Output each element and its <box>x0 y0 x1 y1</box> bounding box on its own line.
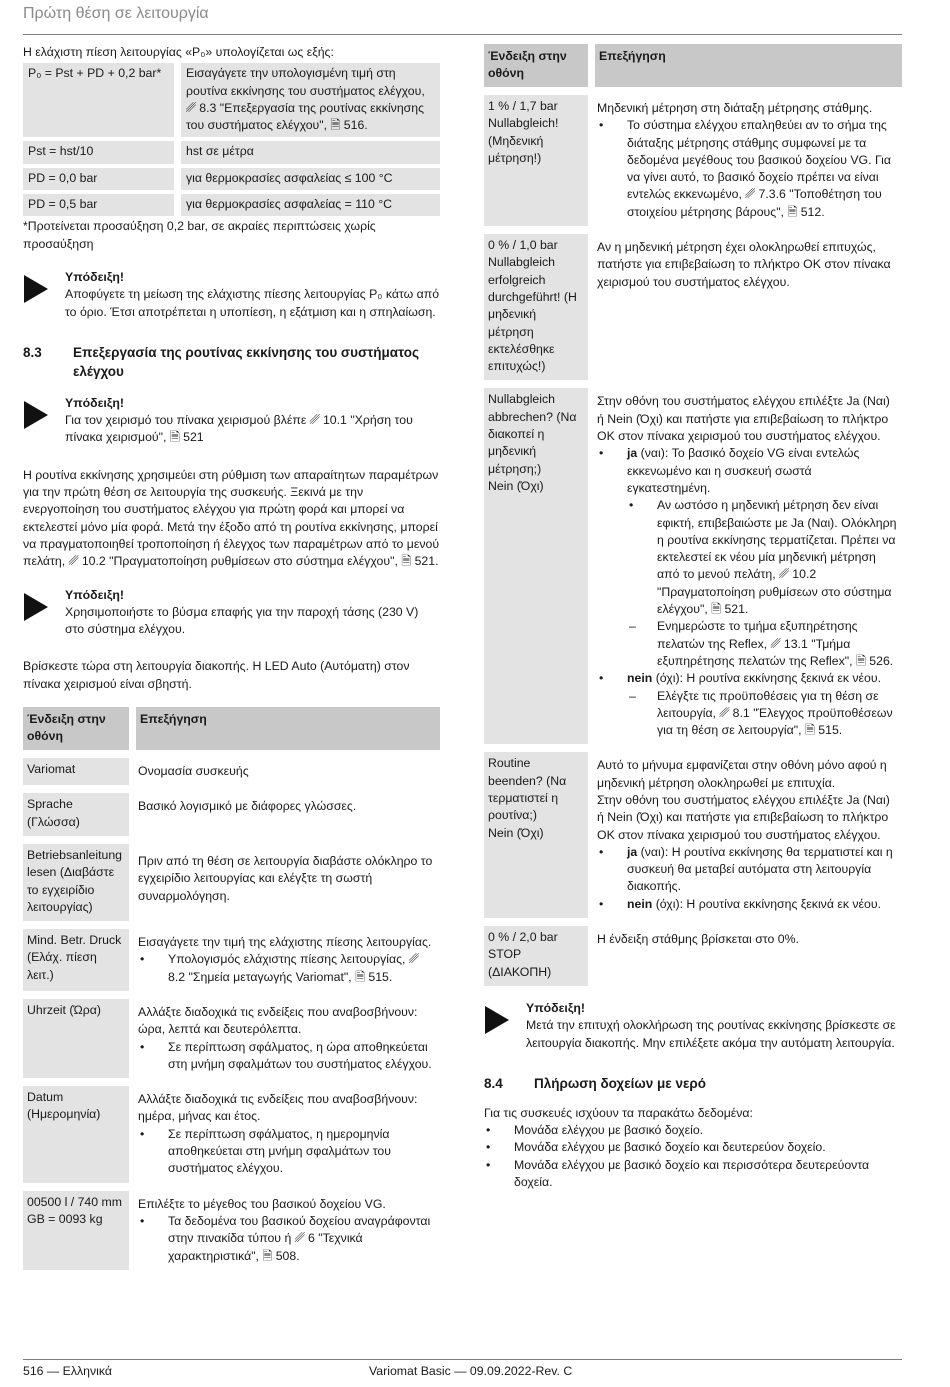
table-header-row <box>484 44 902 95</box>
list-item: • Μονάδα ελέγχου με βασικό δοχείο και δευτερεύον δοχείο. <box>484 1139 902 1156</box>
explanation-cell: Αν η μηδενική μέτρηση έχει ολοκληρωθεί επιτυχώς, πατήστε για επιβεβαίωση το πλήκτρο OK στον πίνακα χειρισμού του συστήματος ελέγχου. <box>595 234 902 388</box>
option-key: ja <box>627 446 638 461</box>
explanation-text: Πριν από τη θέση σε λειτουργία διαβάστε ολόκληρο το εγχειρίδιο λειτουργίας και ελέγξτε τη σωστή συναρμολόγηση. <box>138 853 433 903</box>
left-column <box>23 44 440 1278</box>
column-header: Επεξήγηση <box>136 707 440 758</box>
display-table <box>484 44 902 994</box>
formula-cell: P₀ = Pst + PD + 0,2 bar* <box>23 63 181 141</box>
table-row <box>23 758 440 793</box>
bullet-list <box>138 1039 436 1074</box>
paragraph: Για τις συσκευές ισχύουν τα παρακάτω δεδομένα: <box>484 1105 753 1120</box>
display-cell: Variomat <box>23 758 136 793</box>
dash-list <box>627 688 898 740</box>
display-cell <box>484 388 595 752</box>
note-title: Υπόδειξη! <box>526 1000 585 1015</box>
note-text: Χρησιμοποιήστε το βύσμα επαφής για την παροχή τάσης (230 V) στο σύστημα ελέγχου. <box>65 604 419 637</box>
note-title: Υπόδειξη! <box>65 587 124 602</box>
list-item: • Μονάδα ελέγχου με βασικό δοχείο. <box>484 1122 902 1139</box>
formula-intro: Η ελάχιστη πίεση λειτουργίας «P₀» υπολογίζεται ως εξής: <box>23 45 334 59</box>
list-item: • Υπολογισμός ελάχιστης πίεσης λειτουργίας, ␥ 8.2 "Σημεία μεταγωγής Variomat", 🗎 515. <box>138 951 436 986</box>
explanation-cell: Βασικό λογισμικό με διάφορες γλώσσες. <box>136 793 440 844</box>
table-row <box>23 1086 440 1190</box>
dash-list <box>627 618 898 670</box>
sub-list <box>627 497 898 618</box>
list-item <box>597 844 898 896</box>
display-line: Nullabgleich erfolgreich durchgeführt! (Η μηδενική μέτρηση εκτελέσθηκε επιτυχώς!) <box>488 255 577 374</box>
header-divider <box>23 34 902 35</box>
display-line: 0 % / 2,0 bar <box>488 930 558 945</box>
list-item: – Ελέγξτε τις προϋποθέσεις για τη θέση σε λειτουργία, ␥ 8.1 "Έλεγχος προϋποθέσεων για τη θέση σε λειτουργία", 🗎 515. <box>627 688 898 740</box>
explanation-cell <box>595 752 902 926</box>
table-header-row <box>23 707 440 758</box>
option-text: (όχι): Η ρουτίνα εκκίνησης ξεκινά εκ νέου. <box>652 671 882 686</box>
list-item: – Ενημερώστε το τμήμα εξυπηρέτησης πελατών της Reflex, ␥ 13.1 "Τμήμα εξυπηρέτησης πελατών της Reflex", 🗎 526. <box>627 618 898 670</box>
bullet-list <box>597 844 898 913</box>
display-table <box>23 707 440 1278</box>
formula-desc: hst σε μέτρα <box>181 141 440 167</box>
table-row <box>484 388 902 752</box>
option-text: (όχι): Η ρουτίνα εκκίνησης ξεκινά εκ νέου. <box>652 896 882 911</box>
formula-row <box>23 168 440 194</box>
note-box <box>23 587 440 639</box>
footer-page-number: 516 — Ελληνικά <box>23 1364 112 1378</box>
explanation-cell: Η ένδειξη στάθμης βρίσκεται στο 0%. <box>595 926 902 994</box>
arrow-icon <box>24 401 48 429</box>
explanation-text: Στην οθόνη του συστήματος ελέγχου επιλέξτε Ja (Ναι) ή Nein (Όχι) και πατήστε για επιβεβαίωση το πλήκτρο OK στον πίνακα χειρισμού του συστήματος ελέγχου. <box>597 792 890 842</box>
list-item: • Σε περίπτωση σφάλματος, η ημερομηνία αποθηκεύεται στη μνήμη σφαλμάτων του συστήματος ελέγχου. <box>138 1126 436 1178</box>
explanation-cell <box>136 1191 440 1278</box>
note-text: Αποφύγετε τη μείωση της ελάχιστης πίεσης λειτουργίας P₀ κάτω από το όριο. Έτσι αποτρέπεται η υποπίεση, η εξάτμιση και η σπηλαίωση. <box>65 287 440 319</box>
option-text: (ναι): Το βασικό δοχείο VG είναι εντελώς εκκενωμένο και η συσκευή σωστά εγκατεστημένη. <box>627 446 860 495</box>
table-row <box>23 999 440 1086</box>
section-number: 8.4 <box>484 1075 503 1091</box>
footer-divider <box>23 1359 902 1360</box>
formula-table <box>23 63 440 220</box>
option-key: nein <box>627 671 653 686</box>
formula-desc: για θερμοκρασίες ασφαλείας = 110 °C <box>181 194 440 220</box>
display-cell <box>484 234 595 388</box>
display-cell <box>484 926 595 994</box>
bullet-list <box>484 1122 902 1191</box>
formula-cell: Pst = hst/10 <box>23 141 181 167</box>
section-number: 8.3 <box>23 344 42 360</box>
explanation-cell <box>595 388 902 752</box>
arrow-icon <box>24 275 48 303</box>
display-line: Nein (Όχι) <box>488 825 544 840</box>
list-item <box>597 670 898 739</box>
list-item: • Τα δεδομένα του βασικού δοχείου αναγράφονται στην πινακίδα τύπου ή ␥ 6 "Τεχνικά χαρακτηριστικά", 🗎 508. <box>138 1213 436 1265</box>
display-line: Nullabgleich! (Μηδενική μέτρηση!) <box>488 116 559 165</box>
display-line: 0 % / 1,0 bar <box>488 238 558 253</box>
display-cell <box>23 1191 136 1278</box>
display-line: Nein (Όχι) <box>488 478 544 493</box>
display-cell <box>484 95 595 234</box>
display-cell: Sprache (Γλώσσα) <box>23 793 136 844</box>
formula-cell: PD = 0,5 bar <box>23 194 181 220</box>
arrow-icon <box>24 593 48 621</box>
bullet-list <box>138 951 436 986</box>
table-row <box>23 793 440 844</box>
display-line: 00500 l / 740 mm <box>27 1194 123 1209</box>
table-row <box>23 1191 440 1278</box>
explanation-text: Επιλέξτε το μέγεθος του βασικού δοχείου VG. <box>138 1196 386 1211</box>
formula-row <box>23 141 440 167</box>
column-header: Επεξήγηση <box>595 44 902 95</box>
formula-cell: PD = 0,0 bar <box>23 168 181 194</box>
display-line: 1 % / 1,7 bar <box>488 99 558 113</box>
table-row <box>484 95 902 234</box>
bullet-list <box>138 1126 436 1178</box>
formula-row <box>23 194 440 220</box>
list-item: • Το σύστημα ελέγχου επαληθεύει αν το σήμα της διάταξης μέτρησης στάθμης συμφωνεί με τα δεδομένα μεγέθους του βασικού δοχείου VG. Για να γίνει αυτό, το βασικό δοχείο πρέπει να είναι εντελώς εκκενωμένο, ␥ 7.3.6 "Τοποθέτηση του στοιχείου μέτρησης βάρους", 🗎 512. <box>597 117 898 221</box>
paragraph: Η ρουτίνα εκκίνησης χρησιμεύει στη ρύθμιση των απαραίτητων παραμέτρων για την πρώτη θέση σε λειτουργία της συσκευής. Ξεκινά με την ενεργοποίηση του συστήματος ελέγχου για πρώτη φορά και μπορεί να εκτελεστεί μόνο μία φορά. Μετά την έξοδο από τη ρουτίνα εκκίνησης, μπορεί να πραγματοποιηθεί τροποποίηση ή έλεγχος των παραμέτρων από το μενού πελάτη, ␥ 10.2 "Πραγματοποίηση ρυθμίσεων στο σύστημα ελέγχου", 🗎 521. <box>23 467 440 569</box>
explanation-cell <box>136 1086 440 1190</box>
display-cell: Uhrzeit (Ώρα) <box>23 999 136 1086</box>
section-heading <box>23 343 440 381</box>
formula-desc: Εισαγάγετε την υπολογισμένη τιμή στη ρουτίνα εκκίνησης του συστήματος ελέγχου, ␥ 8.3 "Επεξεργασία της ρουτίνας εκκίνησης του συστήματος ελέγχου", 🗎 516. <box>181 63 440 141</box>
explanation-text: Στην οθόνη του συστήματος ελέγχου επιλέξτε Ja (Ναι) ή Nein (Όχι) και πατήστε για επιβεβαίωση το πλήκτρο OK στον πίνακα χειρισμού του συστήματος ελέγχου. <box>597 394 890 444</box>
paragraph: Βρίσκεστε τώρα στη λειτουργία διακοπής. Η LED Auto (Αυτόματη) στον πίνακα χειρισμού είναι σβηστή. <box>23 659 410 691</box>
page-header-title: Πρώτη θέση σε λειτουργία <box>23 5 209 22</box>
option-text: (ναι): Η ρουτίνα εκκίνησης θα τερματιστεί και η συσκευή θα μεταβεί αυτόματα στη λειτουργία διακοπής. <box>627 844 893 894</box>
section-title: Πλήρωση δοχείων με νερό <box>534 1075 706 1091</box>
explanation-cell: Ονομασία συσκευής <box>136 758 440 793</box>
note-title: Υπόδειξη! <box>65 395 124 410</box>
arrow-icon <box>485 1006 509 1034</box>
option-key: ja <box>627 844 638 859</box>
explanation-cell <box>136 999 440 1086</box>
explanation-text: Αυτό το μήνυμα εμφανίζεται στην οθόνη μόνο αφού η μηδενική μέτρηση ολοκληρωθεί με επιτυχία. <box>597 758 887 790</box>
table-row <box>484 926 902 994</box>
explanation-text: Μηδενική μέτρηση στη διάταξη μέτρησης στάθμης. <box>597 101 873 115</box>
list-item: • Αν ωστόσο η μηδενική μέτρηση δεν είναι εφικτή, επιβεβαιώστε με Ja (Ναι). Ολόκληρη η ρουτίνα εκκίνησης τερματίζεται. Πρέπει να εκτελεστεί εκ νέου μία μηδενική μέτρηση από το μενού πελάτη, ␥ 10.2 "Πραγματοποίηση ρυθμίσεων στο σύστημα ελέγχου", 🗎 521. <box>627 497 898 618</box>
explanation-cell <box>595 95 902 234</box>
explanation-cell <box>136 929 440 999</box>
note-title: Υπόδειξη! <box>65 269 124 284</box>
list-item: • Μονάδα ελέγχου με βασικό δοχείο και περισσότερα δευτερεύοντα δοχεία. <box>484 1157 902 1192</box>
section-title: Επεξεργασία της ρουτίνας εκκίνησης του συστήματος ελέγχου <box>73 344 420 379</box>
display-line: STOP (ΔΙΑΚΟΠΗ) <box>488 947 552 979</box>
note-box <box>23 395 440 447</box>
list-item: • Σε περίπτωση σφάλματος, η ώρα αποθηκεύεται στη μνήμη σφαλμάτων του συστήματος ελέγχου. <box>138 1039 436 1074</box>
bullet-list <box>597 117 898 221</box>
bullet-list <box>138 1213 436 1265</box>
table-row <box>23 844 440 929</box>
column-header: Ένδειξη στην οθόνη <box>23 707 136 758</box>
table-row <box>484 752 902 926</box>
table-row <box>484 234 902 388</box>
note-text: Για τον χειρισμό του πίνακα χειρισμού βλέπε ␥ 10.1 "Χρήση του πίνακα χειρισμού", 🗎 521 <box>65 413 413 445</box>
display-cell: Datum (Ημερομηνία) <box>23 1086 136 1190</box>
explanation-cell <box>136 844 440 929</box>
display-line: GB = 0093 kg <box>27 1211 103 1226</box>
display-cell: Mind. Betr. Druck (Ελάχ. πίεση λειτ.) <box>23 929 136 999</box>
explanation-text: Αλλάξτε διαδοχικά τις ενδείξεις που αναβοσβήνουν: ώρα, λεπτά και δευτερόλεπτα. <box>138 1004 418 1037</box>
option-key: nein <box>627 896 653 911</box>
formula-desc: για θερμοκρασίες ασφαλείας ≤ 100 °C <box>181 168 440 194</box>
bullet-list <box>597 445 898 739</box>
note-box <box>484 1000 902 1052</box>
list-item <box>597 896 898 913</box>
explanation-text: Αλλάξτε διαδοχικά τις ενδείξεις που αναβοσβήνουν: ημέρα, μήνας και έτος. <box>138 1092 418 1124</box>
display-line: Nullabgleich abbrechen? (Να διακοπεί η μηδενική μέτρηση;) <box>488 392 577 476</box>
display-line: Routine beenden? (Να τερματιστεί η ρουτίνα;) <box>488 756 567 823</box>
section-heading <box>484 1074 902 1093</box>
explanation-text: Εισαγάγετε την τιμή της ελάχιστης πίεσης λειτουργίας. <box>138 935 432 950</box>
display-cell: Betriebsanleitung lesen (Διαβάστε το εγχειρίδιο λειτουργίας) <box>23 844 136 929</box>
footer-document-info: Variomat Basic — 09.09.2022-Rev. C <box>369 1364 573 1378</box>
note-box <box>23 269 440 321</box>
display-cell <box>484 752 595 926</box>
note-text: Μετά την επιτυχή ολοκλήρωση της ρουτίνας εκκίνησης βρίσκεστε σε λειτουργία διακοπής. Μην επιλέξετε ακόμα την αυτόματη λειτουργία. <box>526 1018 896 1050</box>
formula-row <box>23 63 440 141</box>
list-item <box>597 445 898 670</box>
column-header: Ένδειξη στην οθόνη <box>484 44 595 95</box>
formula-footnote: *Προτείνεται προσαύξηση 0,2 bar, σε ακραίες περιπτώσεις χωρίς προσαύξηση <box>23 219 376 251</box>
right-column <box>484 44 902 1191</box>
table-row <box>23 929 440 999</box>
